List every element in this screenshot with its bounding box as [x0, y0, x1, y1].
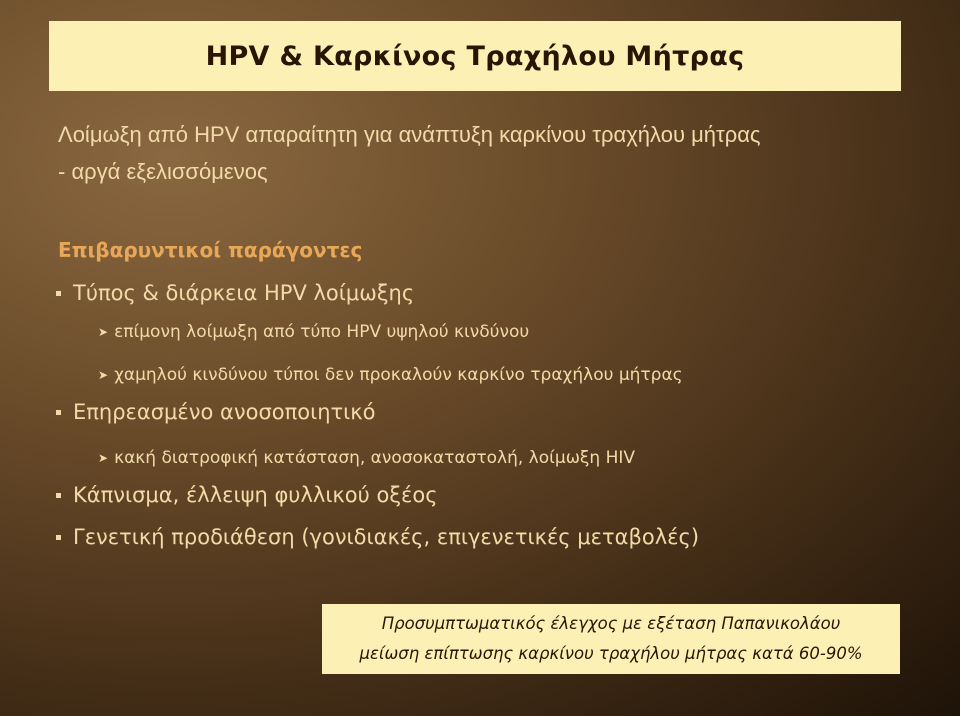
arrowhead-bullet-icon: ➤ — [98, 325, 109, 339]
callout-box — [322, 604, 900, 674]
bullet-text: Γενετική προδιάθεση (γονιδιακές, επιγενετικές μεταβολές) — [73, 525, 700, 549]
bullet-text: Επηρεασμένο ανοσοποιητικό — [73, 400, 376, 424]
arrowhead-bullet-icon: ➤ — [98, 451, 109, 465]
slide-title: HPV & Καρκίνος Τραχήλου Μήτρας — [205, 40, 745, 72]
sub-bullet-item — [98, 448, 635, 468]
intro-line-2: - αργά εξελισσόμενος — [58, 159, 268, 184]
title-box — [49, 21, 901, 91]
sub-bullet-text: κακή διατροφική κατάσταση, ανοσοκαταστολή, λοίμωξη HIV — [114, 448, 636, 468]
section-heading: Επιβαρυντικοί παράγοντες — [58, 238, 363, 262]
sub-bullet-item — [98, 365, 683, 385]
sub-bullet-text: επίμονη λοίμωξη από τύπο HPV υψηλού κινδύνου — [114, 322, 530, 342]
intro-line-1: Λοίμωξη από HPV απαραίτητη για ανάπτυξη καρκίνου τραχήλου μήτρας — [58, 122, 761, 147]
bullet-text: Κάπνισμα, έλλειψη φυλλικού οξέος — [73, 483, 438, 507]
square-bullet-icon — [56, 291, 61, 296]
callout-line-1: Προσυμπτωματικός έλεγχος με εξέταση Παπανικολάου — [381, 614, 841, 633]
bullet-item — [56, 525, 699, 549]
sub-bullet-text: χαμηλού κινδύνου τύποι δεν προκαλούν καρκίνο τραχήλου μήτρας — [114, 365, 683, 385]
square-bullet-icon — [56, 493, 61, 498]
intro-text — [58, 116, 761, 190]
bullet-text: Τύπος & διάρκεια HPV λοίμωξης — [73, 281, 415, 305]
arrowhead-bullet-icon: ➤ — [98, 368, 109, 382]
callout-line-2: μείωση επίπτωσης καρκίνου τραχήλου μήτρας κατά 60-90% — [359, 644, 863, 663]
bullet-item — [56, 483, 438, 507]
sub-bullet-item — [98, 322, 529, 342]
bullet-item — [56, 281, 414, 305]
square-bullet-icon — [56, 410, 61, 415]
bullet-item — [56, 400, 375, 424]
square-bullet-icon — [56, 535, 61, 540]
